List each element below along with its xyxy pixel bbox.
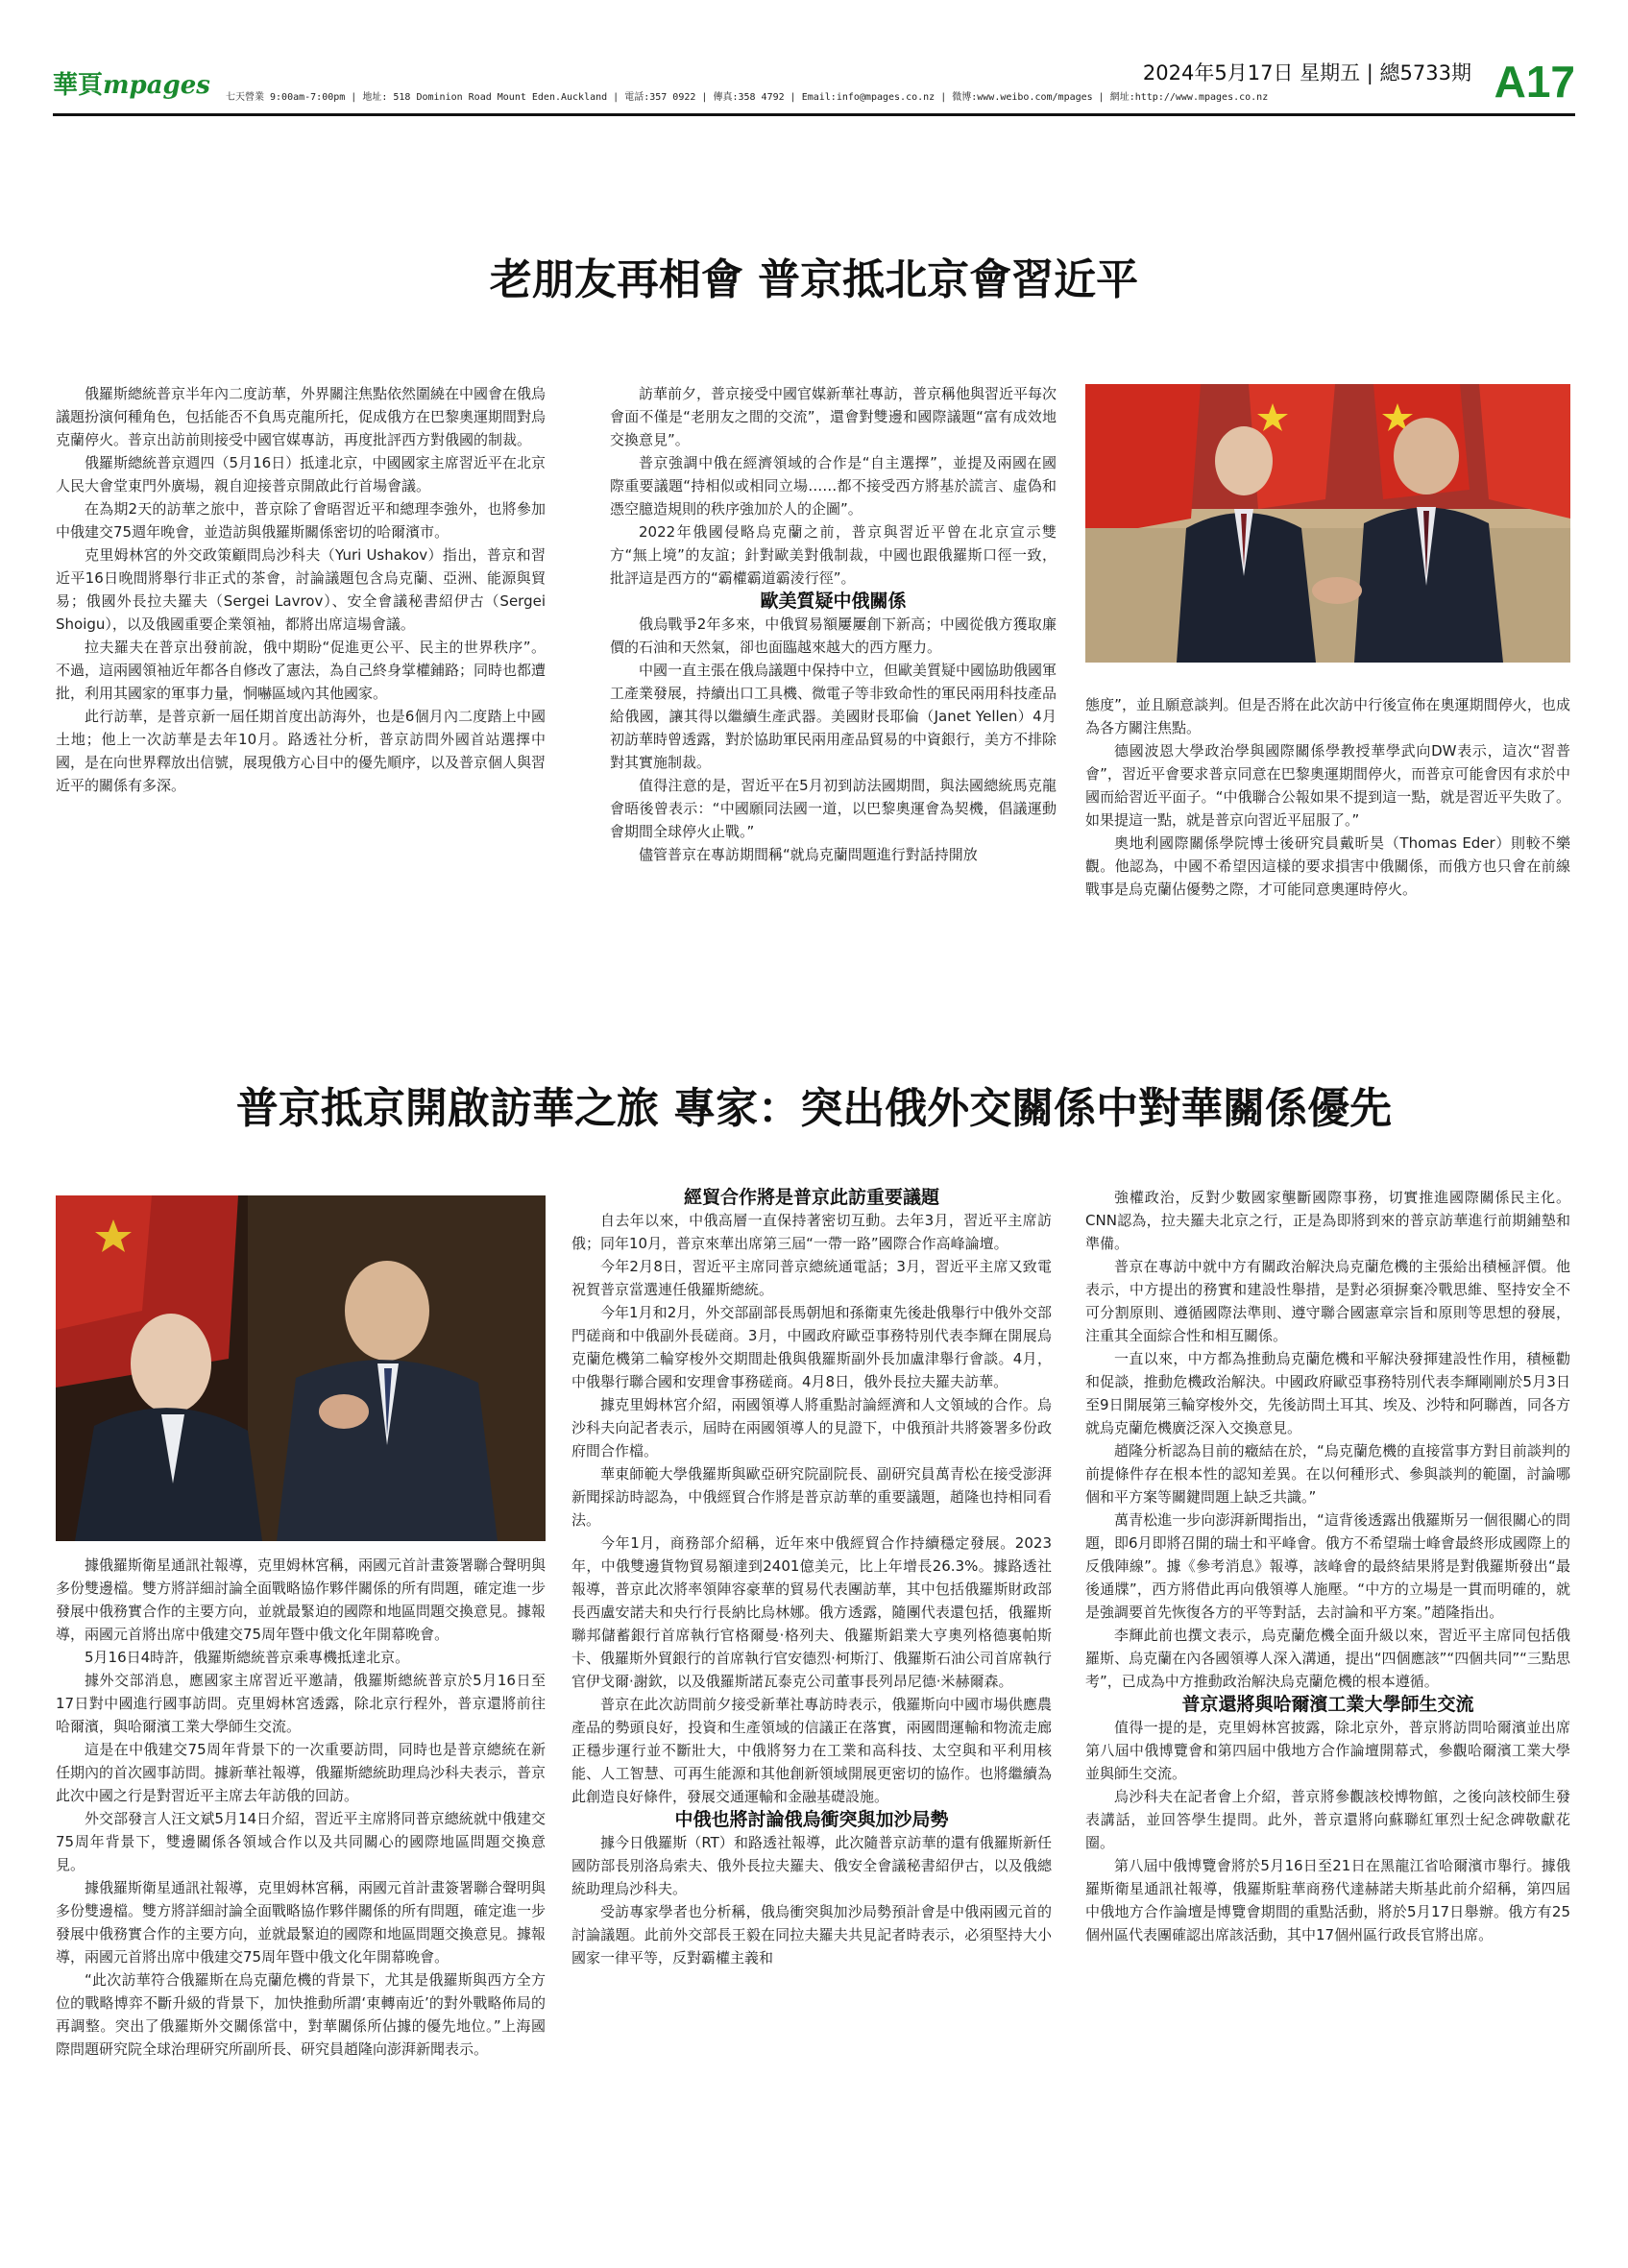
article2-subhead-2: 中俄也將討論俄烏衝突與加沙局勢: [674, 1809, 949, 1830]
article2-headline: 普京抵京開啟訪華之旅 專家：突出俄外交關係中對華關係優先: [235, 1084, 1393, 1133]
paragraph: 今年1月和2月，外交部副部長馬朝旭和孫衛東先後赴俄舉行中俄外交部門磋商和中俄副外長磋商。3月，中國政府歐亞事務特別代表李輝在開展烏克蘭危機第二輪穿梭外交期間赴俄與俄羅斯副外長加盧津舉行會談。4月，中俄舉行聯合國和安理會事務磋商。4月8日，俄外長拉夫羅夫訪華。: [571, 1304, 1052, 1390]
paragraph: 烏沙科夫在記者會上介紹，普京將參觀該校博物館，之後向該校師生發表講話，並回答學生提問。此外，普京還將向蘇聯紅軍烈士紀念碑敬獻花圈。: [1085, 1788, 1570, 1851]
paragraph: 華東師範大學俄羅斯與歐亞研究院副院長、副研究員萬青松在接受澎湃新聞採訪時認為，中俄經貿合作將是普京訪華的重要議題，趙隆也持相同看法。: [571, 1465, 1052, 1529]
paragraph: 據今日俄羅斯（RT）和路透社報導，此次隨普京訪華的還有俄羅斯新任國防部長別洛烏索夫、俄外長拉夫羅夫、俄安全會議秘書紹伊古，以及俄總統助理烏沙科夫。: [571, 1834, 1052, 1897]
paragraph: 2022年俄國侵略烏克蘭之前，普京與習近平曾在北京宣示雙方“無上境”的友誼；針對歐美對俄制裁，中國也跟俄羅斯口徑一致，批評這是西方的“霸權霸道霸淩行徑”。: [610, 523, 1057, 587]
article1-subhead: 歐美質疑中俄關係: [760, 591, 907, 612]
paragraph: 俄烏戰爭2年多來，中俄貿易額屢屢創下新高；中國從俄方獲取廉價的石油和天然氣，卻也面臨越來越大的西方壓力。: [610, 615, 1057, 656]
article1-column-2: [610, 382, 1057, 866]
paragraph: 強權政治，反對少數國家壟斷國際事務，切實推進國際關係民主化。CNN認為，拉夫羅夫北京之行，正是為即將到來的普京訪華進行前期鋪墊和準備。: [1085, 1189, 1570, 1252]
paragraph: 俄羅斯總統普京半年內二度訪華，外界關注焦點依然圍繞在中國會在俄烏議題扮演何種角色，包括能否不負馬克龍所托，促成俄方在巴黎奧運期間對烏克蘭停火。普京出訪前則接受中國官媒專訪，再度批評西方對俄國的制裁。: [56, 385, 547, 448]
masthead: [53, 56, 1575, 113]
paragraph: 趙隆分析認為目前的癥結在於，“烏克蘭危機的直接當事方對目前談判的前提條件存在根本性的認知差異。在以何種形式、參與談判的範圍，討論哪個和平方案等關鍵問題上缺乏共識。”: [1085, 1442, 1570, 1506]
article2-subhead-3: 普京還將與哈爾濱工業大學師生交流: [1181, 1694, 1474, 1715]
paragraph: 訪華前夕，普京接受中國官媒新華社專訪，普京稱他與習近平每次會面不僅是“老朋友之間的交流”，還會對雙邊和國際議題“富有成效地交換意見”。: [610, 385, 1057, 448]
issue-dateline: 2024年5月17日 星期五 | 總5733期: [1142, 61, 1471, 84]
paragraph: 據俄羅斯衛星通訊社報導，克里姆林宮稱，兩國元首計畫簽署聯合聲明與多份雙邊檔。雙方將詳細討論全面戰略協作夥伴關係的所有問題，確定進一步發展中俄務實合作的主要方向，並就最緊迫的國際和地區問題交換意見。據報導，兩國元首將出席中俄建交75周年暨中俄文化年開幕晚會。: [56, 1556, 547, 1643]
logo: [53, 65, 210, 101]
paragraph: 據外交部消息，應國家主席習近平邀請，俄羅斯總統普京於5月16日至17日對中國進行國事訪問。克里姆林宮透露，除北京行程外，普京還將前往哈爾濱，與哈爾濱工業大學師生交流。: [56, 1672, 546, 1735]
article1-column-1: [56, 382, 546, 797]
logo-english: mpages: [103, 71, 210, 100]
paragraph: 儘管普京在專訪期間稱“就烏克蘭問題進行對話持開放: [639, 846, 978, 863]
paragraph: 中國一直主張在俄烏議題中保持中立，但歐美質疑中國協助俄國軍工產業發展，持續出口工具機、微電子等非致命性的軍民兩用科技產品給俄國，讓其得以繼續生產武器。美國財長耶倫（Janet Yellen）4月初訪華時曾透露，對於協助軍民兩用產品貿易的中資銀行，美方不排除對其實施制裁。: [610, 662, 1057, 771]
paragraph: 這是在中俄建交75周年背景下的一次重要訪問，同時也是普京總統在新任期內的首次國事訪問。據新華社報導，俄羅斯總統助理烏沙科夫表示，普京此次中國之行是對習近平主席去年訪俄的回訪。: [56, 1741, 547, 1804]
contact-info-bar: 七天營業 9:00am-7:00pm | 地址: 518 Dominion Road Mount Eden.Auckland | 電話:357 0922 | 傳真:358 4792 | Email:info@mpages.co.nz | 微博:www.weibo.com/mpages | 網址:http://www.mpages.co.nz: [226, 92, 1269, 103]
article2-column-2: [571, 1186, 1052, 1969]
article1-headline: 老朋友再相會 普京抵北京會習近平: [489, 255, 1139, 304]
paragraph: 普京在專訪中就中方有關政治解決烏克蘭危機的主張給出積極評價。他表示，中方提出的務實和建設性舉措，是對必須摒棄冷戰思維、堅持安全不可分割原則、遵循國際法準則、遵守聯合國憲章宗旨和原則等思想的發展，注重其全面綜合性和相互關係。: [1085, 1258, 1570, 1344]
article2-subhead-1: 經貿合作將是普京此訪重要議題: [683, 1187, 939, 1208]
paragraph: 5月16日4時許，俄羅斯總統普京乘專機抵達北京。: [85, 1649, 410, 1666]
header-rule: [53, 113, 1575, 116]
article2-column-3: [1085, 1186, 1570, 1946]
photo-clapping: [56, 1195, 546, 1541]
paragraph: 受訪專家學者也分析稱，俄烏衝突與加沙局勢預計會是中俄兩國元首的討論議題。此前外交部長王毅在同拉夫羅夫共見記者時表示，必須堅持大小國家一律平等，反對霸權主義和: [571, 1903, 1052, 1966]
paragraph: 在為期2天的訪華之旅中，普京除了會晤習近平和總理李強外，也將參加中俄建交75週年晚會，並造訪與俄羅斯關係密切的哈爾濱市。: [56, 500, 546, 541]
paragraph: 態度”，並且願意談判。但是否將在此次訪中行後宣佈在奧運期間停火，也成為各方關注焦點。: [1085, 696, 1570, 736]
paragraph: 值得一提的是，克里姆林宮披露，除北京外，普京將訪問哈爾濱並出席第八屆中俄博覽會和第四屆中俄地方合作論壇開幕式，參觀哈爾濱工業大學並與師生交流。: [1085, 1719, 1570, 1782]
photo-handshake: [1085, 384, 1570, 663]
paragraph: “此次訪華符合俄羅斯在烏克蘭危機的背景下，尤其是俄羅斯與西方全方位的戰略博弈不斷升級的背景下，加快推動所謂‘東轉南近’的對外戰略佈局的再調整。突出了俄羅斯外交關係當中，對華關係所佔據的優先地位。”上海國際問題研究院全球治理研究所副所長、研究員趙隆向澎湃新聞表示。: [56, 1971, 546, 2058]
paragraph: 俄羅斯總統普京週四（5月16日）抵達北京，中國國家主席習近平在北京人民大會堂東門外廣場，親自迎接普京開啟此行首場會議。: [56, 454, 546, 495]
paragraph: 第八屆中俄博覽會將於5月16日至21日在黑龍江省哈爾濱市舉行。據俄羅斯衛星通訊社報導，俄羅斯駐華商務代達赫諾夫斯基此前介紹稱，第四屆中俄地方合作論壇是博覽會期間的重點活動，將於5月17日舉辦。俄方有25個州區代表團確認出席該活動，其中17個州區行政長官將出席。: [1085, 1857, 1570, 1943]
page-number: A17: [1494, 57, 1575, 107]
paragraph: 李輝此前也撰文表示，烏克蘭危機全面升級以來，習近平主席同包括俄羅斯、烏克蘭在內各國領導人深入溝通，提出“四個應該”“四個共同”“三點思考”，已成為中方推動政治解決烏克蘭危機的根本遵循。: [1085, 1627, 1570, 1690]
paragraph: 據俄羅斯衛星通訊社報導，克里姆林宮稱，兩國元首計畫簽署聯合聲明與多份雙邊檔。雙方將詳細討論全面戰略協作夥伴關係的所有問題，確定進一步發展中俄務實合作的主要方向，並就最緊迫的國際和地區問題交換意見。據報導，兩國元首將出席中俄建交75周年暨中俄文化年開幕晚會。: [56, 1879, 547, 1966]
paragraph: 今年1月，商務部介紹稱，近年來中俄經貿合作持續穩定發展。2023年，中俄雙邊貨物貿易額達到2401億美元，比上年增長26.3%。據路透社報導，普京此次將率領陣容豪華的貿易代表團訪華，其中包括俄羅斯財政部長西盧安諾夫和央行行長納比烏林娜。俄方透露，隨團代表還包括，俄羅斯聯邦儲蓄銀行首席執行官格爾曼·格列夫、俄羅斯鋁業大亨奧列格德裏帕斯卡、俄羅斯外貿銀行的首席執行官安德烈·柯斯汀、俄羅斯石油公司首席執行官伊戈爾·謝欽，以及俄羅斯諾瓦泰克公司董事長列昂尼德·米赫爾森。: [571, 1534, 1052, 1690]
paragraph: 一直以來，中方都為推動烏克蘭危機和平解決發揮建設性作用，積極勸和促談，推動危機政治解決。中國政府歐亞事務特別代表李輝剛剛於5月3日至9日開展第三輪穿梭外交，先後訪問土耳其、埃及、沙特和阿聯酋，同各方就烏克蘭危機廣泛深入交換意見。: [1085, 1350, 1570, 1436]
article2-column-1: [56, 1554, 546, 2061]
article1-column-3: [1085, 693, 1570, 901]
paragraph: 今年2月8日，習近平主席同普京總統通電話；3月，習近平主席又致電祝賀普京當選連任俄羅斯總統。: [571, 1258, 1052, 1298]
paragraph: 此行訪華，是普京新一屆任期首度出訪海外，也是6個月內二度踏上中國土地；他上一次訪華是去年10月。路透社分析，普京訪問外國首站選擇中國，是在向世界釋放出信號，展現俄方心目中的優先順序，以及普京個人與習近平的關係有多深。: [56, 708, 547, 794]
paragraph: 值得注意的是，習近平在5月初到訪法國期間，與法國總統馬克龍會晤後曾表示：“中國願同法國一道，以巴黎奧運會為契機，倡議運動會期間全球停火止戰。”: [610, 777, 1057, 840]
paragraph: 德國波恩大學政治學與國際關係學教授華學武向DW表示，這次“習普會”，習近平會要求普京同意在巴黎奧運期間停火，而普京可能會因有求於中國而給習近平面子。“中俄聯合公報如果不提到這一點，就是習近平失敗了。如果提這一點，就是普京向習近平屈服了。”: [1085, 742, 1570, 829]
paragraph: 拉夫羅夫在普京出發前說，俄中期盼“促進更公平、民主的世界秩序”。不過，這兩國領袖近年都各自修改了憲法，為自己終身掌權鋪路；同時也都遭批，利用其國家的軍事力量，恫嚇區域內其他國家。: [56, 639, 547, 702]
paragraph: 普京強調中俄在經濟領域的合作是“自主選擇”，並提及兩國在國際重要議題“持相似或相同立場……都不接受西方將基於謊言、虛偽和憑空臆造規則的秩序強加於人的企圖”。: [610, 454, 1057, 518]
paragraph: 自去年以來，中俄高層一直保持著密切互動。去年3月，習近平主席訪俄；同年10月，普京來華出席第三屆“一帶一路”國際合作高峰論壇。: [571, 1212, 1052, 1252]
logo-chinese: 華頁: [53, 71, 104, 100]
paragraph: 普京在此次訪問前夕接受新華社專訪時表示，俄羅斯向中國市場供應農產品的勢頭良好，投資和生產領域的信議正在落實，兩國間運輸和物流走廊正穩步運行並不斷壯大，中俄將努力在工業和高科技、太空與和平利用核能、人工智慧、可再生能源和其他創新領域開展更密切的協作。也將繼續為此創造良好條件，發展交通運輸和金融基礎設施。: [571, 1696, 1052, 1805]
paragraph: 克里姆林宮的外交政策顧問烏沙科夫（Yuri Ushakov）指出，普京和習近平16日晚間將舉行非正式的茶會，討論議題包含烏克蘭、亞洲、能源與貿易；俄國外長拉夫羅夫（Sergei Lavrov）、安全會議秘書紹伊古（Sergei Shoigu），以及俄國重要企業領袖，都將出席這場會議。: [56, 546, 546, 633]
paragraph: 據克里姆林宮介紹，兩國領導人將重點討論經濟和人文領域的合作。烏沙科夫向記者表示，屆時在兩國領導人的見證下，中俄預計共將簽署多份政府間合作檔。: [571, 1396, 1052, 1460]
paragraph: 奧地利國際關係學院博士後研究員戴昕昊（Thomas Eder）則較不樂觀。他認為，中國不希望因這樣的要求損害中俄關係，而俄方也只會在前線戰事是烏克蘭佔優勢之際，才可能同意奧運時停火。: [1085, 834, 1570, 898]
paragraph: 外交部發言人汪文斌5月14日介紹，習近平主席將同普京總統就中俄建交75周年背景下，雙邊關係各領域合作以及共同關心的國際地區問題交換意見。: [56, 1810, 546, 1873]
paragraph: 萬青松進一步向澎湃新聞指出，“這背後透露出俄羅斯另一個很關心的問題，即6月即將召開的瑞士和平峰會。俄方不希望瑞士峰會最終形成國際上的反俄陣線”。據《參考消息》報導，該峰會的最終結果將是對俄羅斯發出“最後通牒”，西方將借此再向俄領導人施壓。“中方的立場是一貫而明確的，就是強調要首先恢復各方的平等對話，去討論和平方案。”趙隆指出。: [1085, 1511, 1570, 1621]
